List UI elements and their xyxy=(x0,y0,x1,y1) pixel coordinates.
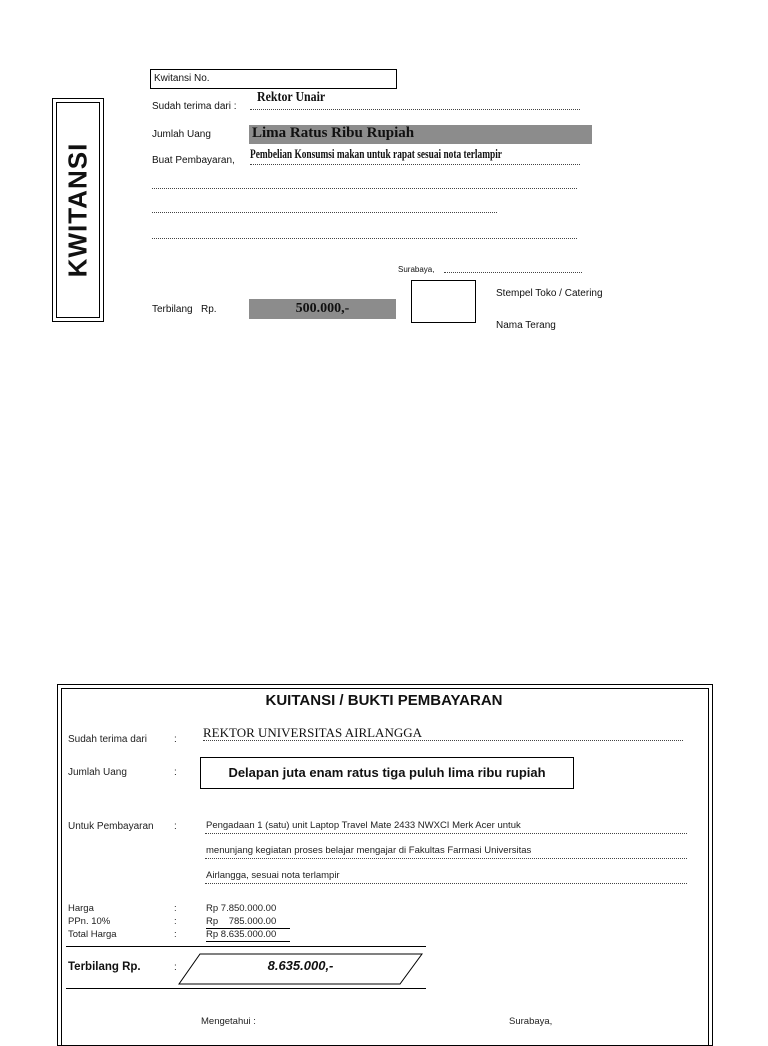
kt-separator-bottom xyxy=(66,988,426,989)
stamp-box xyxy=(411,280,476,323)
terbilang-shaded-field xyxy=(249,299,396,319)
terbilang-label: Terbilang xyxy=(152,304,193,315)
amount-shaded-field xyxy=(249,125,592,144)
kt-colon-6: : xyxy=(174,929,177,940)
date-line xyxy=(444,264,582,273)
received-from-label: Sudah terima dari : xyxy=(152,101,237,112)
currency-label: Rp. xyxy=(201,304,217,315)
stamp-label: Stempel Toko / Catering xyxy=(496,288,603,299)
kt-colon-1: : xyxy=(174,734,177,745)
kt-amount-value: Delapan juta enam ratus tiga puluh lima ribu rupiah xyxy=(228,765,546,780)
terbilang-value: 500.000,- xyxy=(295,301,350,316)
kt-terbilang-value: 8.635.000,- xyxy=(267,958,334,973)
kt-amount-box xyxy=(200,757,574,789)
kt-payment-text-3: Airlangga, sesuai nota terlampir xyxy=(206,870,340,881)
blank-line-1 xyxy=(152,178,577,189)
kt-tax-value: Rp 785.000.00 xyxy=(206,916,277,927)
amount-label: Jumlah Uang xyxy=(152,129,211,140)
kt-received-from-label: Sudah terima dari xyxy=(68,734,147,745)
kt-acknowledged-label: Mengetahui : xyxy=(201,1016,256,1027)
payment-for-label: Buat Pembayaran, xyxy=(152,155,235,166)
kt-colon-2: : xyxy=(174,767,177,778)
kt-colon-5: : xyxy=(174,916,177,927)
kt-total-value: Rp 8.635.000.00 xyxy=(206,929,277,940)
kwitansi-number-field[interactable] xyxy=(150,69,397,89)
kt-payment-line-1 xyxy=(205,820,687,834)
payment-for-value: Pembelian Konsumsi makan untuk rapat sesuai nota terlampir xyxy=(250,146,502,161)
kt-separator-top xyxy=(66,946,426,947)
kt-price-label: Harga xyxy=(68,903,94,914)
name-label: Nama Terang xyxy=(496,320,556,331)
kt-colon-3: : xyxy=(174,821,177,832)
kt-total-label: Total Harga xyxy=(68,929,117,940)
kwitansi-vertical-frame xyxy=(52,98,104,322)
kt-colon-4: : xyxy=(174,903,177,914)
amount-value: Lima Ratus Ribu Rupiah xyxy=(252,125,415,141)
kt-colon-7: : xyxy=(174,962,177,973)
received-from-value: Rektor Unair xyxy=(257,90,326,105)
kwitansi-vertical-title: KWITANSI xyxy=(62,142,93,278)
kt-terbilang-label: Terbilang Rp. xyxy=(68,961,141,973)
kt-city-label: Surabaya, xyxy=(509,1016,553,1027)
blank-line-2 xyxy=(152,202,497,213)
kuitansi-title: KUITANSI / BUKTI PEMBAYARAN xyxy=(265,692,503,709)
blank-line-3 xyxy=(152,228,577,239)
kt-payment-text-2: menunjang kegiatan proses belajar mengajar di Fakultas Farmasi Universitas xyxy=(206,845,532,856)
kt-amount-label: Jumlah Uang xyxy=(68,767,127,778)
kwitansi-number-label: Kwitansi No. xyxy=(154,73,210,84)
kt-price-value: Rp 7.850.000.00 xyxy=(206,903,277,914)
kt-tax-label: PPn. 10% xyxy=(68,916,111,927)
kt-payment-line-2 xyxy=(205,845,687,859)
kt-total-rule xyxy=(206,941,290,942)
kt-received-from-value: REKTOR UNIVERSITAS AIRLANGGA xyxy=(203,725,423,740)
kt-payment-line-3 xyxy=(205,870,687,884)
kt-payment-for-label: Untuk Pembayaran xyxy=(68,821,154,832)
city-label: Surabaya, xyxy=(398,265,435,274)
kt-payment-text-1: Pengadaan 1 (satu) unit Laptop Travel Mate 2433 NWXCI Merk Acer untuk xyxy=(206,820,521,831)
